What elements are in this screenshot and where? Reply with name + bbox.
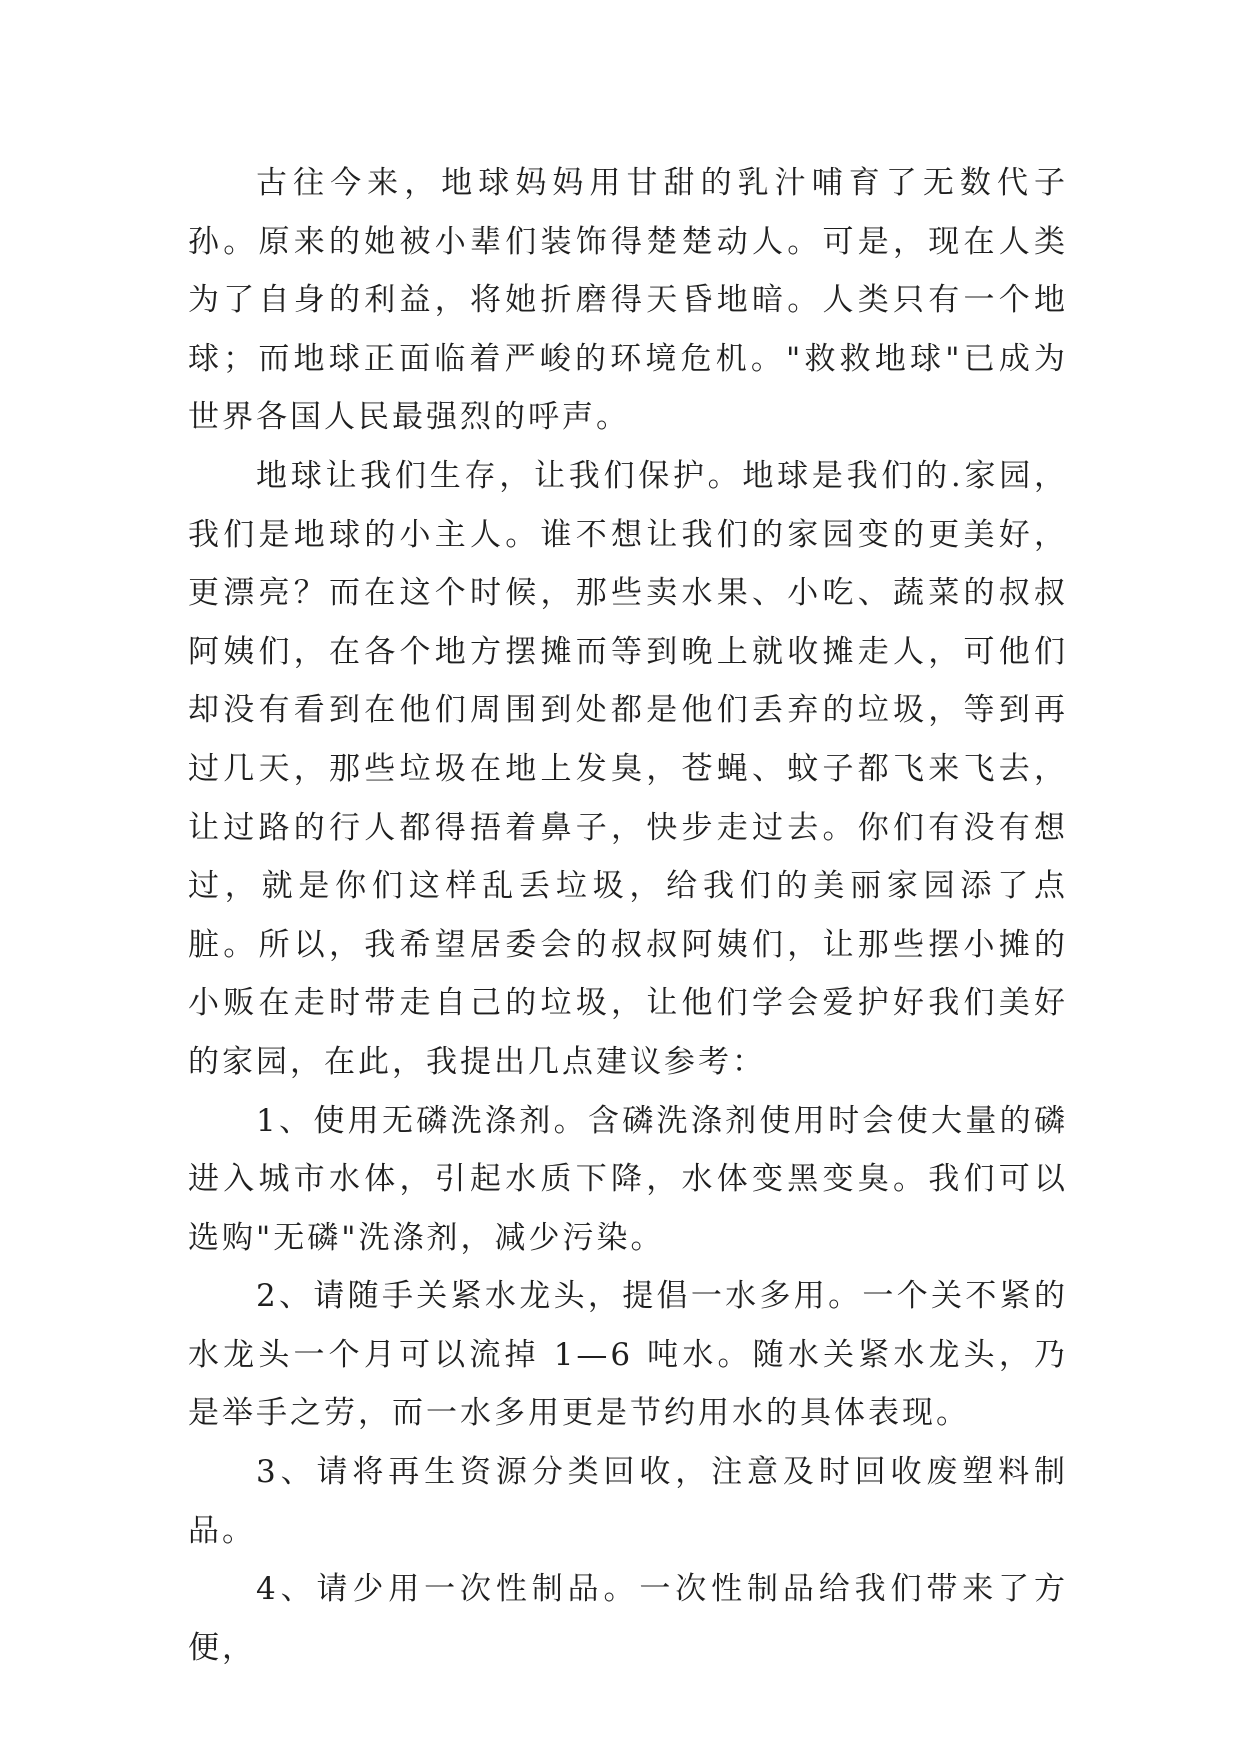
paragraph-5: 3、请将再生资源分类回收，注意及时回收废塑料制品。 (188, 1454, 1068, 1549)
paragraph-2: 地球让我们生存，让我们保护。地球是我们的.家园，我们是地球的小主人。谁不想让我们的家园变的更美好，更漂亮？而在这个时候，那些卖水果、小吃、蔬菜的叔叔阿姨们，在各个地方摆摊而等到晚上就收摊走人，可他们却没有看到在他们周围到处都是他们丢弃的垃圾，等到再过几天，那些垃圾在地上发臭，苍蝇、蚊子都飞来飞去，让过路的行人都得捂着鼻子，快步走过去。你们有没有想过，就是你们这样乱丢垃圾，给我们的美丽家园添了点脏。所以，我希望居委会的叔叔阿姨们，让那些摆小摊的小贩在走时带走自己的垃圾，让他们学会爱护好我们美好的家园，在此，我提出几点建议参考： (188, 457, 1068, 1080)
paragraph-6: 4、请少用一次性制品。一次性制品给我们带来了方便， (188, 1571, 1068, 1666)
paragraph-1: 古往今来，地球妈妈用甘甜的乳汁哺育了无数代子孙。原来的她被小辈们装饰得楚楚动人。可是，现在人类为了自身的利益，将她折磨得天昏地暗。人类只有一个地球；而地球正面临着严峻的环境危机。"救救地球"已成为世界各国人民最强烈的呼声。 (188, 165, 1068, 436)
paragraph-4: 2、请随手关紧水龙头，提倡一水多用。一个关不紧的水龙头一个月可以流掉 1—6 吨水。随水关紧水龙头，乃是举手之劳，而一水多用更是节约用水的具体表现。 (188, 1278, 1068, 1432)
document-body (188, 154, 1068, 1677)
paragraph-3: 1、使用无磷洗涤剂。含磷洗涤剂使用时会使大量的磷进入城市水体，引起水质下降，水体变黑变臭。我们可以选购"无磷"洗涤剂，减少污染。 (188, 1102, 1068, 1256)
